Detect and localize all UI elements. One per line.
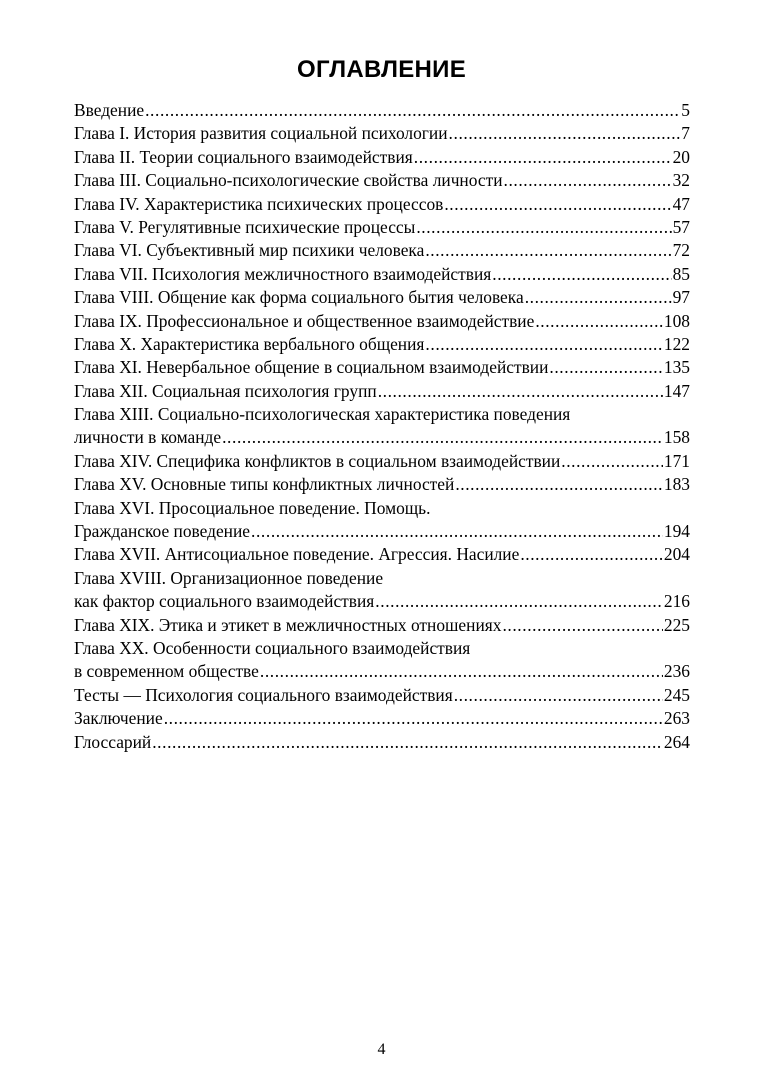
dot-leader [222, 426, 663, 449]
dot-leader [502, 614, 662, 637]
toc-item-title: Глава I. История развития социальной психологии [74, 123, 448, 144]
toc-item [74, 310, 690, 333]
toc-item-page: 72 [672, 240, 690, 261]
toc-item-page: 158 [663, 427, 690, 448]
dot-leader [561, 450, 663, 473]
toc-item-page: 122 [663, 333, 690, 354]
toc-item-title-line1: Глава XVI. Просоциальное поведение. Помощь. [74, 497, 431, 518]
toc-item-page: 135 [663, 357, 690, 378]
toc-item-title: Глава X. Характеристика вербального общения [74, 333, 425, 354]
dot-leader [164, 707, 663, 730]
toc-item-title: личности в команде [74, 427, 222, 448]
toc-item-title: Введение [74, 100, 145, 120]
dot-leader [504, 169, 672, 192]
toc-item [74, 333, 690, 356]
toc-item [74, 193, 690, 216]
toc-item [74, 731, 690, 754]
toc-item [74, 356, 690, 379]
dot-leader [416, 216, 671, 239]
toc-item-page: 32 [672, 170, 690, 191]
dot-leader [145, 99, 680, 122]
toc-item-title: Глава II. Теории социального взаимодействия [74, 146, 413, 167]
dot-leader [251, 520, 663, 543]
toc-item-title: Глава XVII. Антисоциальное поведение. Агрессия. Насилие [74, 544, 520, 565]
dot-leader [375, 590, 663, 613]
toc-item-page: 171 [663, 450, 690, 471]
toc-item-title: Глава XIX. Этика и этикет в межличностных отношениях [74, 614, 502, 635]
toc-item-page: 147 [663, 380, 690, 401]
toc-item [74, 216, 690, 239]
toc-item-title: в современном обществе [74, 661, 259, 682]
dot-leader [152, 731, 663, 754]
page-title: ОГЛАВЛЕНИЕ [296, 56, 467, 83]
toc-item-page: 57 [672, 216, 690, 237]
toc-item-title: Глава XII. Социальная психология групп [74, 380, 377, 401]
toc-item-title: Глава V. Регулятивные психические процессы [74, 216, 416, 237]
toc-item-title: Глава VII. Психология межличностного взаимодействия [74, 263, 492, 284]
toc-item [74, 146, 690, 169]
dot-leader [549, 356, 663, 379]
dot-leader [378, 380, 663, 403]
toc-item-page: 245 [663, 684, 690, 705]
dot-leader [535, 310, 663, 333]
toc-item [74, 707, 690, 730]
toc-item-title: Тесты — Психология социального взаимодействия [74, 684, 453, 705]
toc-item-page: 7 [681, 123, 690, 144]
toc-item-page: 85 [672, 263, 690, 284]
toc-item-page: 97 [672, 287, 690, 308]
toc-item [74, 497, 690, 544]
dot-leader [425, 239, 671, 262]
toc-item [74, 239, 690, 262]
toc-item-title-line1: Глава XVIII. Организационное поведение [74, 567, 384, 588]
toc-item-title: Глава XIV. Специфика конфликтов в социальном взаимодействии [74, 450, 561, 471]
toc-item-page: 204 [663, 544, 690, 565]
dot-leader [525, 286, 672, 309]
dot-leader [455, 473, 663, 496]
toc-item [74, 473, 690, 496]
dot-leader [425, 333, 662, 356]
toc-item [74, 380, 690, 403]
toc-item [74, 614, 690, 637]
toc-item-title: Глава IX. Профессиональное и общественное взаимодействие [74, 310, 535, 331]
toc-item [74, 450, 690, 473]
toc-item-title: Гражданское поведение [74, 521, 251, 542]
toc-item [74, 99, 690, 122]
toc-item-page: 236 [663, 661, 690, 682]
dot-leader [414, 146, 672, 169]
dot-leader [492, 263, 671, 286]
toc-item-title-line1: Глава XIII. Социально-психологическая характеристика поведения [74, 404, 571, 425]
toc-item-page: 183 [663, 474, 690, 495]
toc-item [74, 286, 690, 309]
dot-leader [444, 193, 671, 216]
dot-leader [449, 122, 681, 145]
toc-item [74, 169, 690, 192]
toc-item-title: Глава IV. Характеристика психических процессов [74, 193, 444, 214]
toc-item [74, 543, 690, 566]
toc-item-title: Заключение [74, 708, 163, 729]
toc-item [74, 684, 690, 707]
toc-item-title: Глава VI. Субъективный мир психики человека [74, 240, 425, 261]
toc-item-page: 47 [672, 193, 690, 214]
toc-item-page: 264 [663, 731, 690, 752]
toc-item-page: 263 [663, 708, 690, 729]
toc-item-page: 20 [672, 146, 690, 167]
toc-item-title: Глоссарий [74, 731, 152, 752]
dot-leader [454, 684, 663, 707]
toc-item-title: как фактор социального взаимодействия [74, 591, 375, 612]
toc-item-page: 108 [663, 310, 690, 331]
dot-leader [260, 660, 663, 683]
toc-item-title: Глава XI. Невербальное общение в социальном взаимодействии [74, 357, 549, 378]
toc-item [74, 567, 690, 614]
toc-item [74, 122, 690, 145]
dot-leader [520, 543, 663, 566]
toc-item [74, 637, 690, 684]
toc-item-page: 216 [663, 591, 690, 612]
toc-item-title-line1: Глава XX. Особенности социального взаимодействия [74, 637, 471, 658]
table-of-contents [74, 99, 690, 754]
page-number: 4 [377, 1041, 386, 1058]
toc-item-title: Глава XV. Основные типы конфликтных личностей [74, 474, 455, 495]
toc-item-title: Глава VIII. Общение как форма социального бытия человека [74, 287, 524, 308]
toc-item-page: 5 [681, 100, 690, 120]
toc-item-page: 194 [663, 521, 690, 542]
toc-item [74, 263, 690, 286]
toc-item-page: 225 [663, 614, 690, 635]
toc-item-title: Глава III. Социально-психологические свойства личности [74, 170, 503, 191]
toc-item [74, 403, 690, 450]
